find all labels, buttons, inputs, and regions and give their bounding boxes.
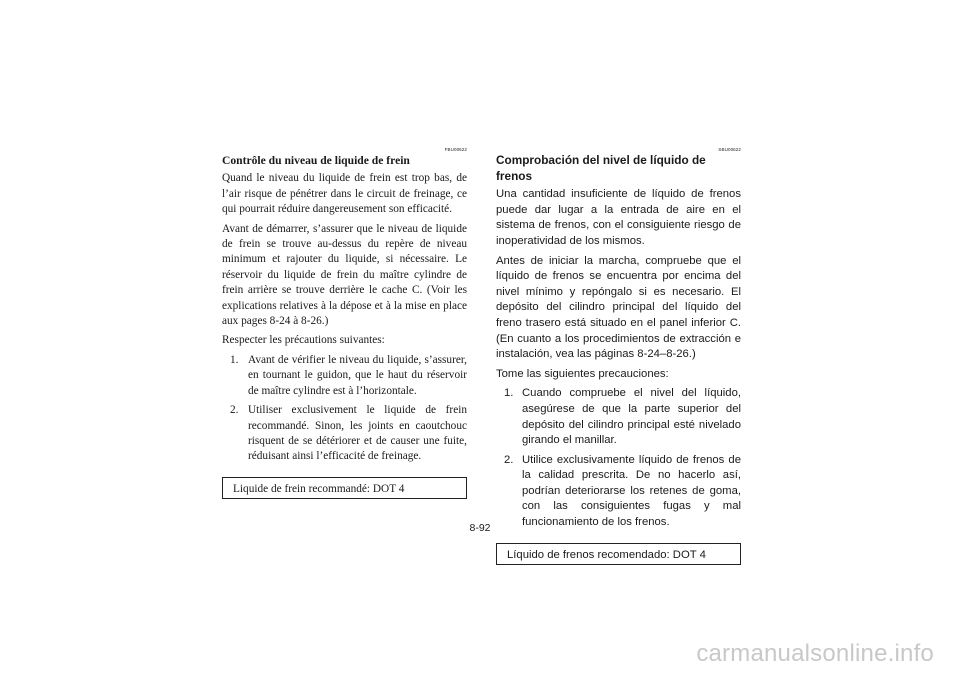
- french-column: [222, 147, 467, 499]
- recommended-fluid-box: Liquide de frein recommandé: DOT 4: [222, 477, 467, 499]
- list-text: Cuando compruebe el nivel del líquido, asegúrese de que la parte superior del depósito del cilindro principal esté nivelado girando el manillar.: [522, 387, 741, 447]
- section-code: SBU00622: [718, 147, 741, 152]
- precautions-list: [496, 386, 741, 530]
- list-number: 2.: [230, 404, 239, 417]
- recommended-fluid-box: Líquido de frenos recomendado: DOT 4: [496, 543, 741, 565]
- list-number: 1.: [504, 387, 514, 400]
- page-number: 8-92: [469, 522, 491, 534]
- list-text: Utiliser exclusivement le liquide de frein recommandé. Sinon, les joints en caoutchouc risquent de se détériorer et de causer une fuite, réduisant ainsi l’efficacité de freinage.: [248, 404, 467, 463]
- list-number: 1.: [230, 353, 239, 366]
- section-code: FBU00622: [444, 147, 467, 152]
- section-title: Comprobación del nivel de líquido de frenos: [496, 153, 706, 183]
- paragraph: Antes de iniciar la marcha, compruebe que el líquido de frenos se encuentra por encima del nivel mínimo y repóngalo si es necesario. El depósito del cilindro principal del líquido del freno trasero está situado en el panel inferior C. (En cuanto a los procedimientos de extracción e instalación, vea las páginas 8-24–8-26.): [496, 254, 741, 361]
- paragraph: Quand le niveau du liquide de frein est trop bas, de l’air risque de pénétrer dans le circuit de freinage, ce qui pourrait réduire dangereusement son efficacité.: [222, 172, 467, 216]
- spanish-column: [496, 147, 741, 565]
- list-text: Avant de vérifier le niveau du liquide, s’assurer, en tournant le guidon, que le haut du réservoir de maître cylindre est à l’horizontale.: [248, 353, 467, 397]
- paragraph: Una cantidad insuficiente de líquido de frenos puede dar lugar a la entrada de aire en el sistema de frenos, con el consiguiente riesgo de inoperatividad de los mismos.: [496, 188, 741, 247]
- list-number: 2.: [504, 453, 514, 466]
- list-item: [222, 403, 467, 465]
- list-item: [222, 353, 467, 399]
- watermark: carmanualsonline.info: [696, 640, 934, 667]
- section-title: Contrôle du niveau de liquide de frein: [222, 154, 410, 167]
- paragraph: Tome las siguientes precauciones:: [496, 367, 669, 380]
- list-text: Utilice exclusivamente líquido de frenos de la calidad prescrita. De no hacerlo así, podrían deteriorarse los retenes de goma, con las consiguientes fugas y mal funcionamiento de los frenos.: [522, 453, 741, 529]
- list-item: [496, 386, 741, 448]
- paragraph: Respecter les précautions suivantes:: [222, 334, 385, 347]
- paragraph: Avant de démarrer, s’assurer que le niveau de liquide de frein se trouve au-dessus du repère de niveau minimum et rajouter du liquide, si nécessaire. Le réservoir du liquide de frein du maître cylindre de frein arrière se trouve derrière le cache C. (Voir les explications relatives à la dépose et à la mise en place aux pages 8-24 à 8-26.): [222, 222, 467, 328]
- precautions-list: [222, 353, 467, 465]
- list-item: [496, 453, 741, 531]
